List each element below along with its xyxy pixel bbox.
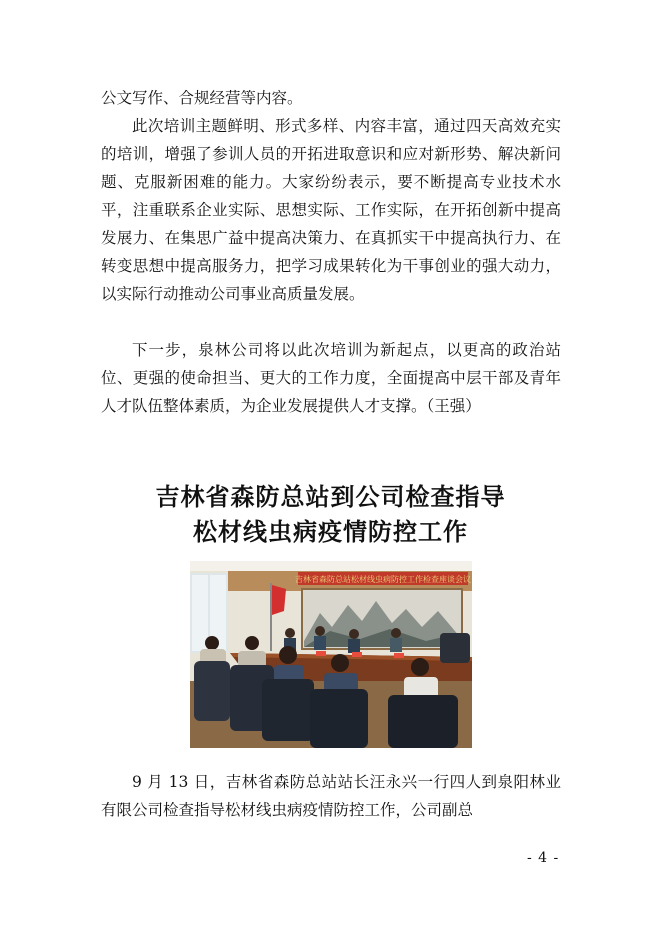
- article-title-line1: 吉林省森防总站到公司检查指导: [155, 483, 506, 511]
- paragraph-inspection-report: 9 月 13 日，吉林省森防总站站长汪永兴一行四人到泉阳林业有限公司检查指导松材线虫病疫情防控工作，公司副总: [101, 773, 561, 819]
- photo-banner-text: 吉林省森防总站松材线虫病防控工作检查座谈会议: [295, 575, 471, 584]
- paragraph-training-summary: 此次培训主题鲜明、形式多样、内容丰富，通过四天高效充实的培训，增强了参训人员的开拓进取意识和应对新形势、解决新问题、克服新困难的能力。大家纷纷表示，要不断提高专业技术水平，注重联系企业实际、思想实际、工作实际，在开拓创新中提高发展力、在集思广益中提高决策力、在真抓实干中提高执行力、在转变思想中提高服务力，把学习成果转化为干事创业的强大动力，以实际行动推动公司事业高质量发展。: [101, 117, 561, 303]
- meeting-photo: [190, 561, 472, 748]
- paragraph-intro-continued: 公文写作、合规经营等内容。: [101, 89, 303, 107]
- paragraph-next-steps: 下一步，泉林公司将以此次培训为新起点，以更高的政治站位、更强的使命担当、更大的工作力度，全面提高中层干部及青年人才队伍整体素质，为企业发展提供人才支撑。（王强）: [101, 341, 561, 415]
- article-title-line2: 松材线虫病疫情防控工作: [193, 518, 468, 546]
- page-number: - 4 -: [527, 850, 560, 866]
